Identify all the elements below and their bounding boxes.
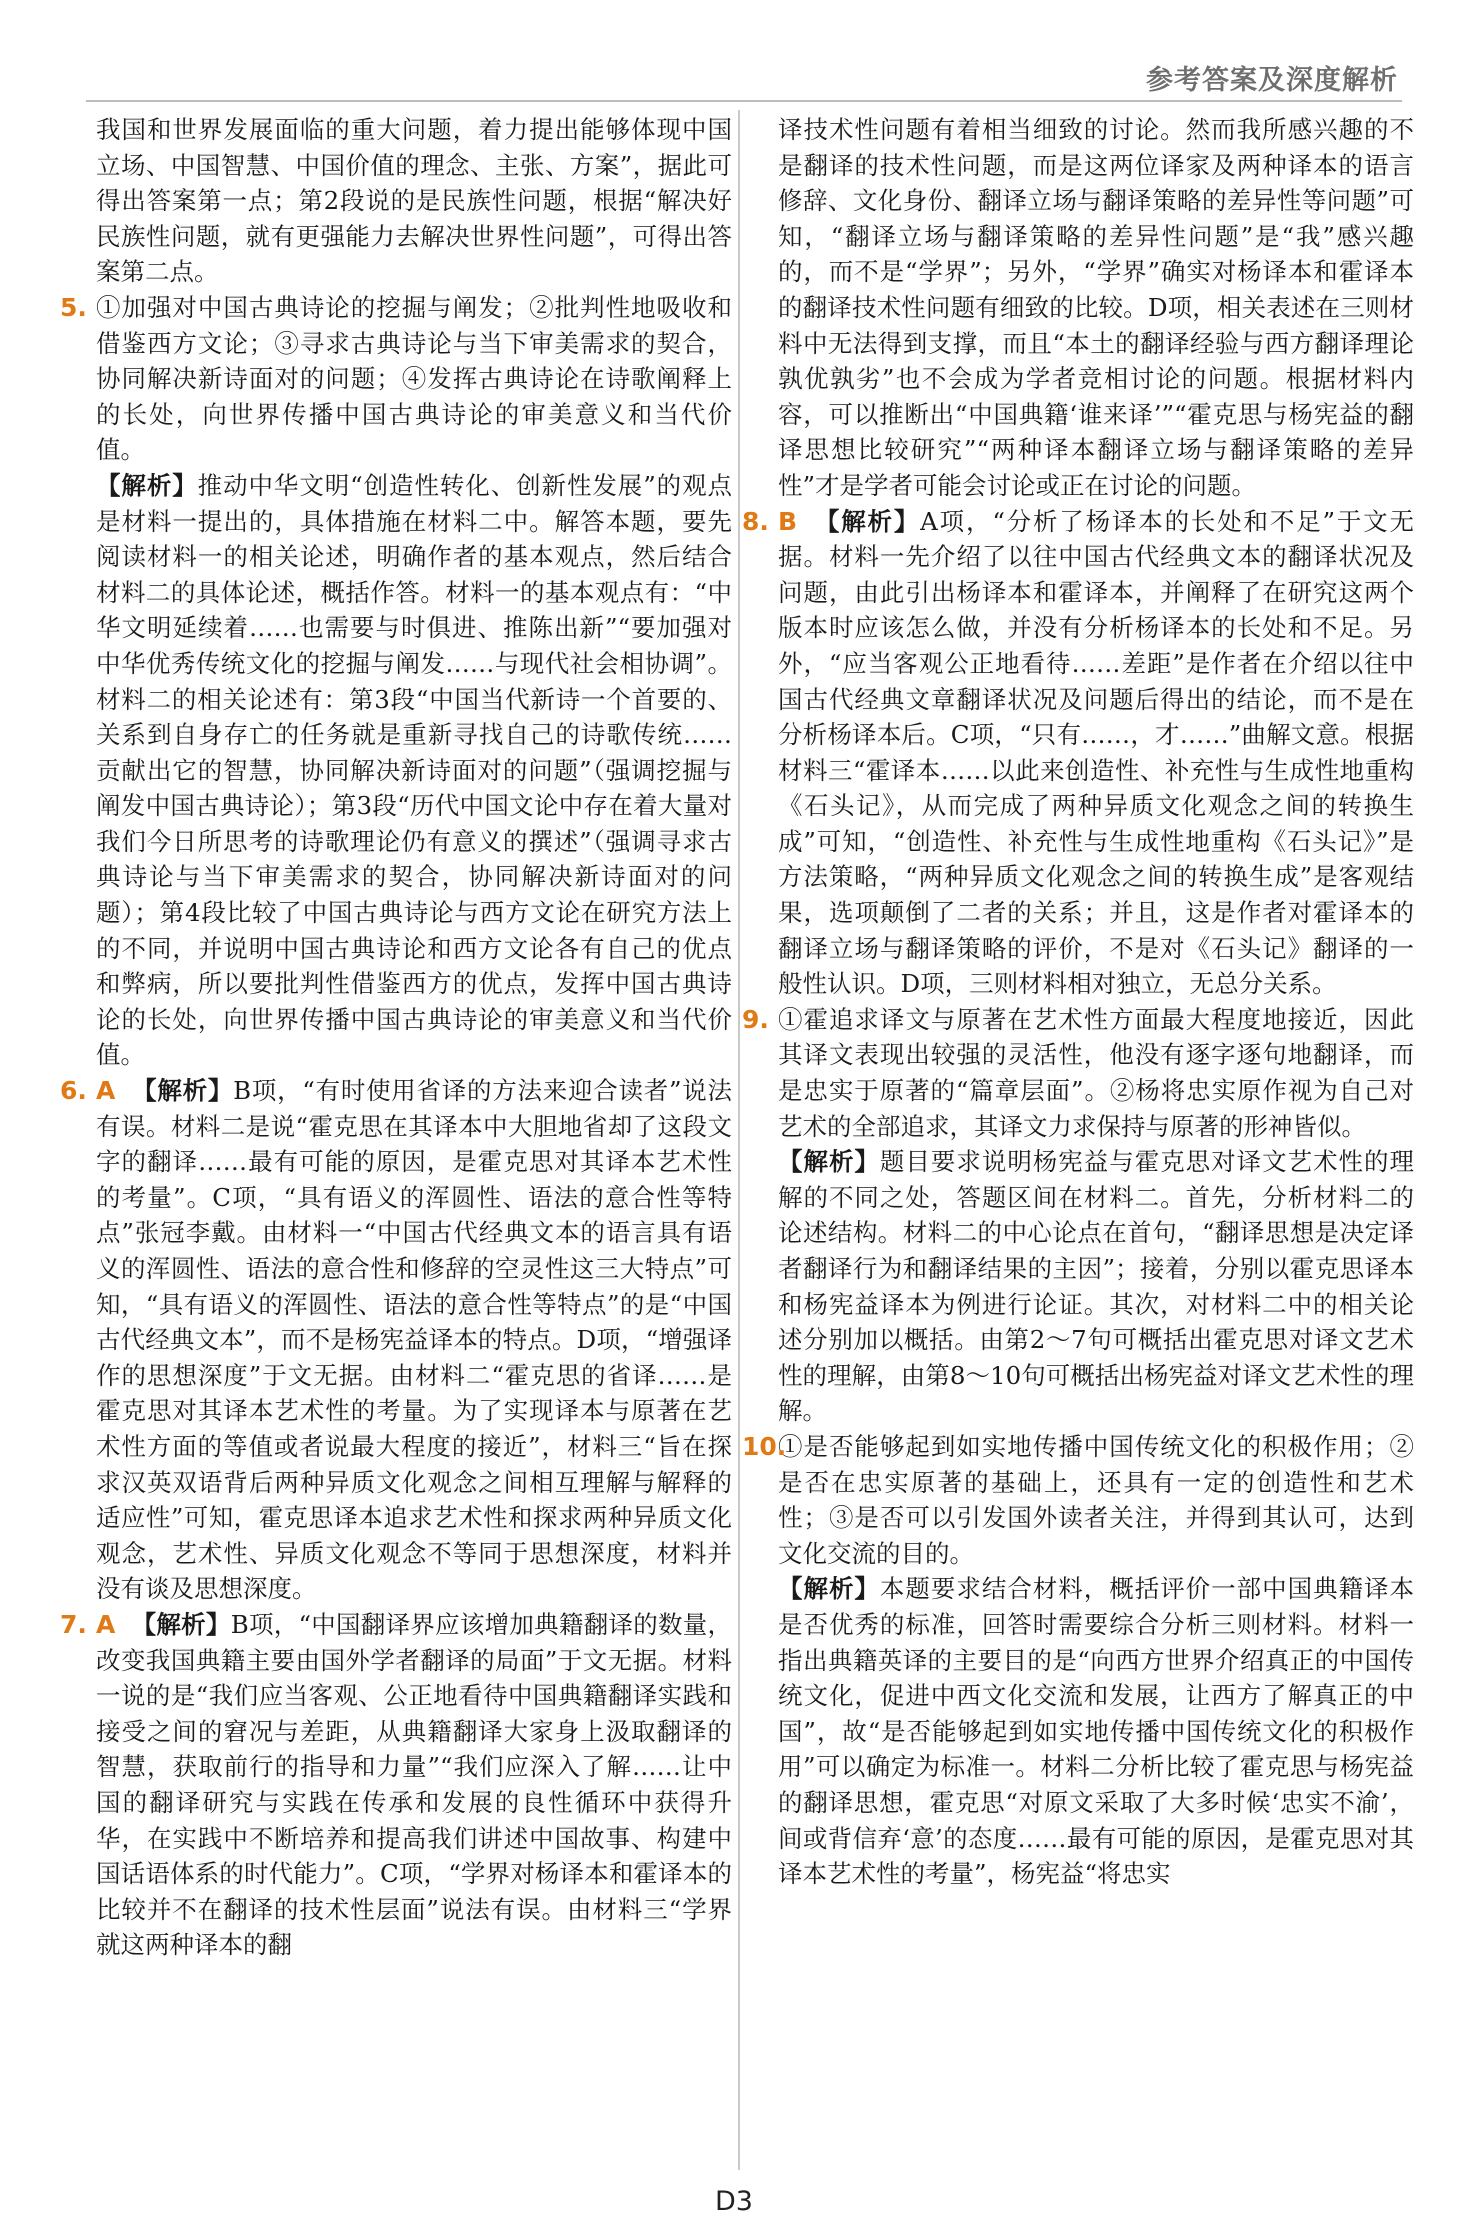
answer-letter: A bbox=[96, 1076, 116, 1106]
question-number: 9. bbox=[742, 1004, 769, 1034]
analysis-paragraph bbox=[778, 1144, 1414, 1429]
question-5 bbox=[60, 290, 732, 1073]
answer-text: ①加强对中国古典诗论的挖掘与阐发；②批判性地吸收和借鉴西方文论；③寻求古典诗论与当下审美需求的契合，协同解决新诗面对的问题；④发挥古典诗论在诗歌阐释上的长处，向世界传播中国古典诗论的审美意义和当代价值。 bbox=[96, 292, 732, 465]
question-10 bbox=[742, 1429, 1415, 1892]
page-number: D3 bbox=[715, 2186, 753, 2217]
answer-letter: A bbox=[96, 1609, 116, 1639]
answer-paragraph bbox=[778, 504, 1414, 1002]
header-rule bbox=[86, 100, 1402, 102]
question-number: 10. bbox=[742, 1431, 787, 1461]
question-number: 7. bbox=[60, 1609, 87, 1639]
question-number: 5. bbox=[60, 292, 87, 322]
right-column bbox=[742, 112, 1415, 1892]
analysis-text: A项，“分析了杨译本的长处和不足”于文无据。材料一先介绍了以往中国古代经典文本的翻译状况及问题，由此引出杨译本和霍译本，并阐释了在研究这两个版本时应该怎么做，并没有分析杨译本的长处和不足。另外，“应当客观公正地看待……差距”是作者在介绍以往中国古代经典文章翻译状况及问题后得出的结论，而不是在分析杨译本后。C项，“只有……，才……”曲解文意。根据材料三“霍译本……以此来创造性、补充性与生成性地重构《石头记》，从而完成了两种异质文化观念之间的转换生成”可知，“创造性、补充性与生成性地重构《石头记》”是方法策略，“两种异质文化观念之间的转换生成”是客观结果，选项颠倒了二者的关系；并且，这是作者对霍译本的翻译立场与翻译策略的评价，不是对《石头记》翻译的一般性认识。D项，三则材料相对独立，无总分关系。 bbox=[778, 506, 1414, 999]
analysis-text: B项，“中国翻译界应该增加典籍翻译的数量，改变我国典籍主要由国外学者翻译的局面”于文无据。材料一说的是“我们应当客观、公正地看待中国典籍翻译实践和接受之间的窘况与差距，从典籍翻译大家身上汲取翻译的智慧，获取前行的指导和力量”“我们应深入了解……让中国的翻译研究与实践在传承和发展的良性循环中获得升华，在实践中不断培养和提高我们讲述中国故事、构建中国话语体系的时代能力”。C项，“学界对杨译本和霍译本的比较并不在翻译的技术性层面”说法有误。由材料三“学界就这两种译本的翻 bbox=[96, 1609, 733, 1960]
answer-text: ①霍追求译文与原著在艺术性方面最大程度地接近，因此其译文表现出较强的灵活性，他没有逐字逐句地翻译，而是忠实于原著的“篇章层面”。②杨将忠实原作视为自己对艺术的全部追求，其译文力求保持与原著的形神皆似。 bbox=[778, 1004, 1414, 1141]
question-7 bbox=[60, 1607, 733, 1963]
column-divider bbox=[738, 110, 740, 2170]
analysis-tag: 【解析】 bbox=[131, 1076, 234, 1106]
continuation-text: 译技术性问题有着相当细致的讨论。然而我所感兴趣的不是翻译的技术性问题，而是这两位译家及两种译本的语言修辞、文化身份、翻译立场与翻译策略的差异性等问题”可知，“翻译立场与翻译策略的差异性问题”是“我”感兴趣的，而不是“学界”；另外，“学界”确实对杨译本和霍译本的翻译技术性问题有细致的比较。D项，相关表述在三则材料中无法得到支撑，而且“本土的翻译经验与西方翻译理论孰优孰劣”也不会成为学者竞相讨论的问题。根据材料内容，可以推断出“中国典籍‘谁来译’”“霍克思与杨宪益的翻译思想比较研究”“两种译本翻译立场与翻译策略的差异性”才是学者可能会讨论或正在讨论的问题。 bbox=[778, 115, 1414, 500]
question-number: 8. bbox=[742, 506, 769, 536]
question-8 bbox=[742, 504, 1414, 1002]
analysis-text: B项，“有时使用省译的方法来迎合读者”说法有误。材料二是说“霍克思在其译本中大胆地省却了这段文字的翻译……最有可能的原因，是霍克思对其译本艺术性的考量”。C项，“具有语义的浑圆性、语法的意合性等特点”张冠李戴。由材料一“中国古代经典文本的语言具有语义的浑圆性、语法的意合性和修辞的空灵性这三大特点”可知，“具有语义的浑圆性、语法的意合性等特点”的是“中国古代经典文本”，而不是杨宪益译本的特点。D项，“增强译作的思想深度”于文无据。由材料二“霍克思的省译……是霍克思对其译本艺术性的考量。为了实现译本与原著在艺术性方面的等值或者说最大程度的接近”，材料三“旨在探求汉英双语背后两种异质文化观念之间相互理解与解释的适应性”可知，霍克思译本追求艺术性和探求两种异质文化观念，艺术性、异质文化观念不等同于思想深度，材料并没有谈及思想深度。 bbox=[96, 1076, 732, 1604]
header-title: 参考答案及深度解析 bbox=[1146, 65, 1398, 96]
analysis-tag: 【解析】 bbox=[778, 1574, 880, 1604]
question-9 bbox=[742, 1002, 1415, 1429]
analysis-tag: 【解析】 bbox=[131, 1609, 231, 1639]
analysis-tag: 【解析】 bbox=[778, 1147, 880, 1177]
analysis-text: 推动中华文明“创造性转化、创新性发展”的观点是材料一提出的，具体措施在材料二中。解答本题，要先阅读材料一的相关论述，明确作者的基本观点，然后结合材料二的具体论述，概括作答。材料一的基本观点有：“中华文明延续着……也需要与时俱进、推陈出新”“要加强对中华优秀传统文化的挖掘与阐发……与现代社会相协调”。材料二的相关论述有：第3段“中国当代新诗一个首要的、关系到自身存亡的任务就是重新寻找自己的诗歌传统……贡献出它的智慧，协同解决新诗面对的问题”（强调挖掘与阐发中国古典诗论）；第3段“历代中国文论中存在着大量对我们今日所思考的诗歌理论仍有意义的撰述”（强调寻求古典诗论与当下审美需求的契合，协同解决新诗面对的问题）；第4段比较了中国古典诗论与西方文论在研究方法上的不同，并说明中国古典诗论和西方文论各有自己的优点和弊病，所以要批判性借鉴西方的优点，发挥中国古典诗论的长处，向世界传播中国古典诗论的审美意义和当代价值。 bbox=[96, 470, 732, 1070]
question-6 bbox=[60, 1073, 732, 1607]
analysis-tag: 【解析】 bbox=[813, 506, 921, 536]
left-column bbox=[60, 112, 733, 1963]
answer-paragraph bbox=[96, 1607, 732, 1963]
analysis-text: 本题要求结合材料，概括评价一部中国典籍译本是否优秀的标准，回答时需要综合分析三则材料。材料一指出典籍英译的主要目的是“向西方世界介绍真正的中国传统文化，促进中西文化交流和发展，让西方了解真正的中国”，故“是否能够起到如实地传播中国传统文化的积极作用”可以确定为标准一。材料二分析比较了霍克思与杨宪益的翻译思想，霍克思“对原文采取了大多时候‘忠实不渝’，间或背信弃‘意’的态度……最有可能的原因，是霍克思对其译本艺术性的考量”，杨宪益“将忠实 bbox=[778, 1574, 1415, 1889]
answer-paragraph bbox=[96, 1073, 732, 1607]
analysis-paragraph bbox=[96, 468, 732, 1073]
analysis-tag: 【解析】 bbox=[96, 470, 198, 500]
question-number: 6. bbox=[60, 1076, 87, 1106]
answer-letter: B bbox=[778, 506, 798, 536]
answer-text: ①是否能够起到如实地传播中国传统文化的积极作用；②是否在忠实原著的基础上，还具有一定的创造性和艺术性；③是否可以引发国外读者关注，并得到其认可，达到文化交流的目的。 bbox=[778, 1431, 1414, 1568]
intro-text: 我国和世界发展面临的重大问题，着力提出能够体现中国立场、中国智慧、中国价值的理念、主张、方案”，据此可得出答案第一点；第2段说的是民族性问题，根据“解决好民族性问题，就有更强能力去解决世界性问题”，可得出答案第二点。 bbox=[96, 115, 732, 287]
analysis-text: 题目要求说明杨宪益与霍克思对译文艺术性的理解的不同之处，答题区间在材料二。首先，分析材料二的论述结构。材料二的中心论点在首句，“翻译思想是决定译者翻译行为和翻译结果的主因”；接着，分别以霍克思译本和杨宪益译本为例进行论证。其次，对材料二中的相关论述分别加以概括。由第2～7句可概括出霍克思对译文艺术性的理解，由第8～10句可概括出杨宪益对译文艺术性的理解。 bbox=[778, 1147, 1415, 1426]
analysis-paragraph bbox=[778, 1571, 1414, 1891]
